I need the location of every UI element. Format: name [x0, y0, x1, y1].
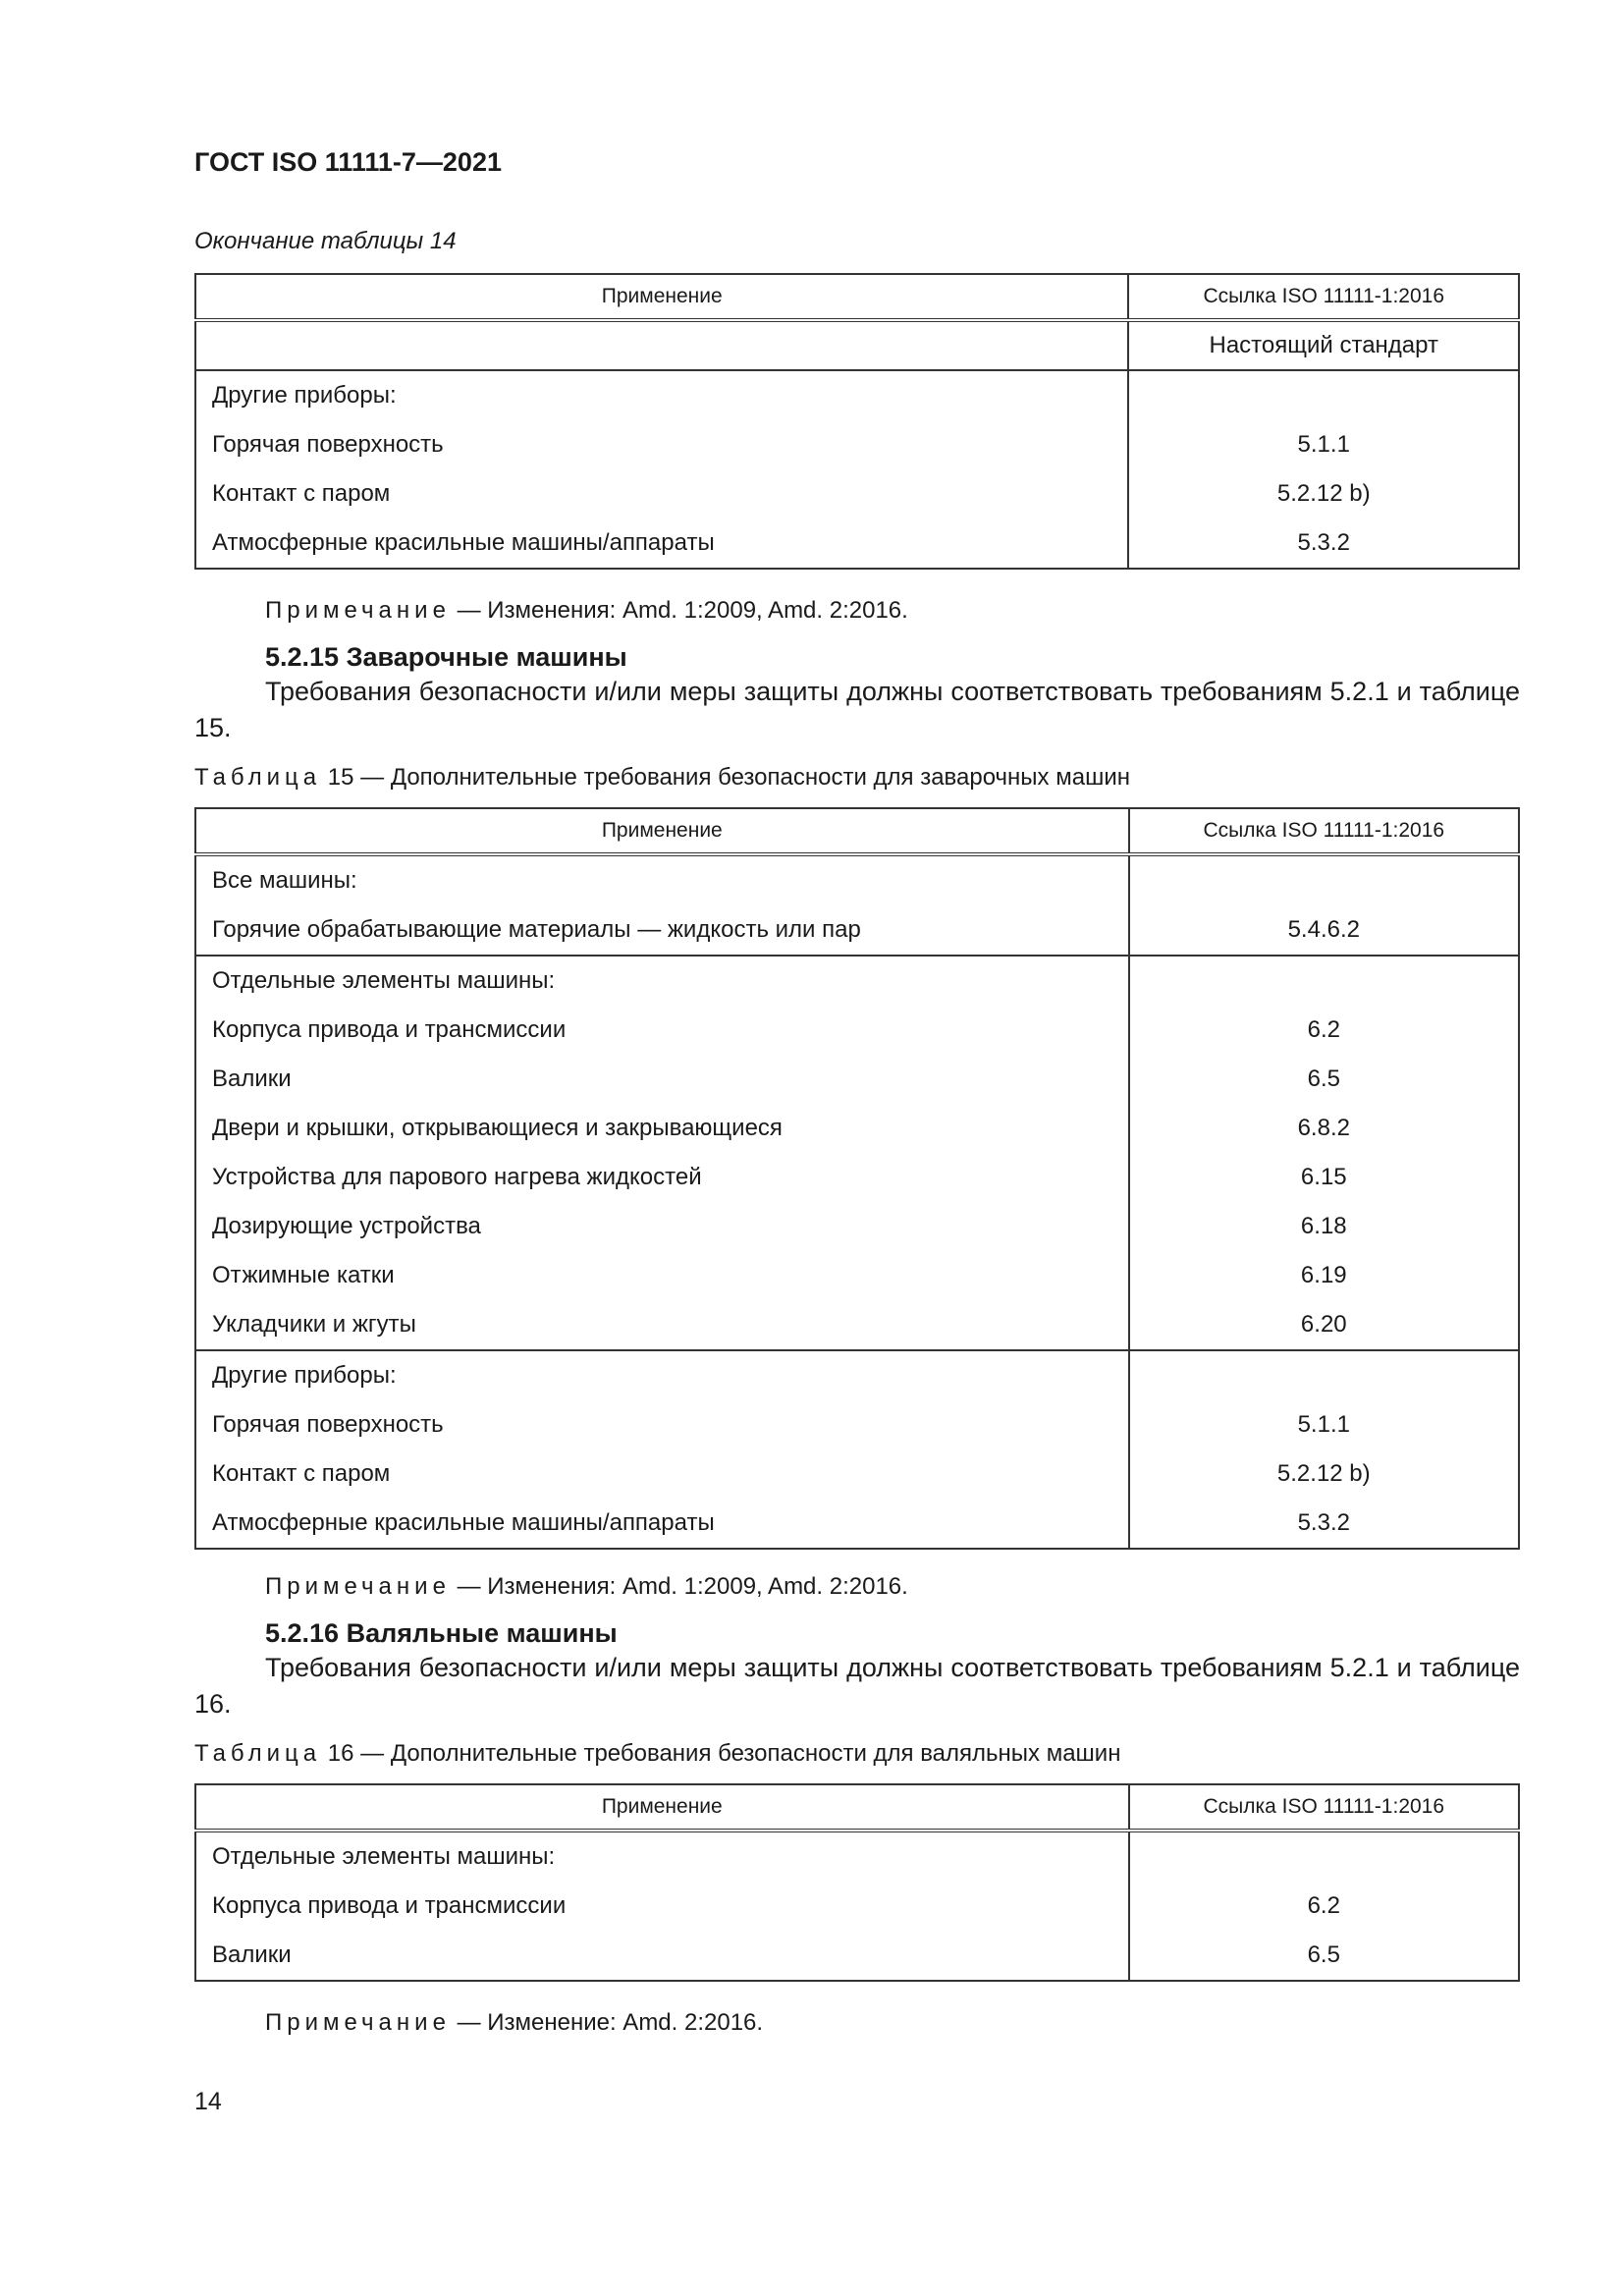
row-reference: 5.4.6.2: [1129, 905, 1519, 956]
column-subheader-reference: Настоящий стандарт: [1128, 320, 1519, 370]
note-text: — Изменения: Amd. 1:2009, Amd. 2:2016.: [457, 1573, 908, 1600]
row-reference: [1129, 854, 1519, 905]
row-reference: [1129, 956, 1519, 1006]
table-note: [265, 1573, 908, 1601]
table-row: [195, 905, 1519, 956]
table-row: [195, 519, 1519, 569]
row-label: Контакт с паром: [195, 1449, 1129, 1499]
table-row: [195, 956, 1519, 1006]
table-14: [194, 273, 1520, 570]
row-reference: 6.18: [1129, 1202, 1519, 1251]
row-reference: 5.3.2: [1129, 1499, 1519, 1549]
row-label: Другие приборы:: [195, 370, 1128, 420]
section-paragraph: [194, 674, 1520, 746]
section-title: 5.2.16 Валяльные машины: [265, 1618, 618, 1648]
caption-label: Таблица: [194, 764, 322, 791]
table-row: [195, 1300, 1519, 1350]
row-label: Устройства для парового нагрева жидкостей: [195, 1153, 1129, 1202]
row-label: Отдельные элементы машины:: [195, 1831, 1129, 1882]
row-label: Двери и крышки, открывающиеся и закрывающиеся: [195, 1104, 1129, 1153]
row-reference: [1128, 370, 1519, 420]
row-reference: 5.1.1: [1129, 1400, 1519, 1449]
row-label: Атмосферные красильные машины/аппараты: [195, 519, 1128, 569]
row-label: Горячая поверхность: [195, 420, 1128, 469]
column-header-reference: Ссылка ISO 11111-1:2016: [1129, 808, 1519, 854]
row-reference: 6.20: [1129, 1300, 1519, 1350]
row-reference: 5.2.12 b): [1129, 1449, 1519, 1499]
row-reference: 5.1.1: [1128, 420, 1519, 469]
table-caption: [194, 764, 1130, 792]
table-caption: [194, 1740, 1120, 1768]
row-label: Отжимные катки: [195, 1251, 1129, 1300]
paragraph-text: Требования безопасности и/или меры защиты должны соответствовать требованиям 5.2.1 и таблице 16.: [194, 1653, 1520, 1719]
column-header-reference: Ссылка ISO 11111-1:2016: [1129, 1784, 1519, 1831]
row-label: Дозирующие устройства: [195, 1202, 1129, 1251]
page-number: 14: [194, 2088, 222, 2115]
table-row: [195, 469, 1519, 519]
table-row: [195, 370, 1519, 420]
table-row: [195, 1882, 1519, 1931]
table-continuation-label: Окончание таблицы 14: [194, 228, 457, 254]
table-row: [195, 1400, 1519, 1449]
row-reference: 5.2.12 b): [1128, 469, 1519, 519]
table-row: [195, 1202, 1519, 1251]
row-label: Горячие обрабатывающие материалы — жидкость или пар: [195, 905, 1129, 956]
table-16: [194, 1783, 1520, 1982]
row-reference: 6.2: [1129, 1006, 1519, 1055]
row-label: Валики: [195, 1931, 1129, 1981]
caption-text: 16 — Дополнительные требования безопасности для валяльных машин: [327, 1740, 1121, 1767]
table-row: [195, 1931, 1519, 1981]
table-row: [195, 854, 1519, 905]
row-reference: 6.15: [1129, 1153, 1519, 1202]
row-reference: 6.8.2: [1129, 1104, 1519, 1153]
document-header: ГОСТ ISO 11111-7—2021: [194, 147, 502, 177]
row-reference: 6.19: [1129, 1251, 1519, 1300]
column-header-reference: Ссылка ISO 11111-1:2016: [1128, 274, 1519, 320]
row-label: Атмосферные красильные машины/аппараты: [195, 1499, 1129, 1549]
column-header-application: Применение: [195, 1784, 1129, 1831]
row-label: Укладчики и жгуты: [195, 1300, 1129, 1350]
note-label: Примечание: [265, 1573, 451, 1600]
caption-label: Таблица: [194, 1740, 322, 1767]
table-row: [195, 1153, 1519, 1202]
paragraph-text: Требования безопасности и/или меры защиты должны соответствовать требованиям 5.2.1 и таблице 15.: [194, 677, 1520, 742]
empty-cell: [195, 320, 1128, 370]
table-row: [195, 420, 1519, 469]
row-reference: 5.3.2: [1128, 519, 1519, 569]
caption-text: 15 — Дополнительные требования безопасности для заварочных машин: [327, 764, 1130, 791]
section-paragraph: [194, 1650, 1520, 1722]
note-text: — Изменение: Amd. 2:2016.: [457, 2009, 764, 2036]
row-label: Корпуса привода и трансмиссии: [195, 1882, 1129, 1931]
table-row: [195, 1055, 1519, 1104]
row-reference: [1129, 1831, 1519, 1882]
row-label: Все машины:: [195, 854, 1129, 905]
row-label: Другие приборы:: [195, 1350, 1129, 1400]
table-15: [194, 807, 1520, 1550]
column-header-application: Применение: [195, 274, 1128, 320]
table-row: [195, 1499, 1519, 1549]
table-row: [195, 1006, 1519, 1055]
section-title: 5.2.15 Заварочные машины: [265, 642, 627, 672]
table-row: [195, 1350, 1519, 1400]
table-note: [265, 597, 908, 625]
note-label: Примечание: [265, 2009, 451, 2036]
row-reference: 6.5: [1129, 1055, 1519, 1104]
table-row: [195, 1251, 1519, 1300]
row-reference: 6.5: [1129, 1931, 1519, 1981]
table-row: [195, 1831, 1519, 1882]
row-label: Валики: [195, 1055, 1129, 1104]
row-label: Контакт с паром: [195, 469, 1128, 519]
row-reference: [1129, 1350, 1519, 1400]
table-row: [195, 1104, 1519, 1153]
column-header-application: Применение: [195, 808, 1129, 854]
row-reference: 6.2: [1129, 1882, 1519, 1931]
note-label: Примечание: [265, 597, 451, 624]
note-text: — Изменения: Amd. 1:2009, Amd. 2:2016.: [457, 597, 908, 624]
row-label: Горячая поверхность: [195, 1400, 1129, 1449]
row-label: Отдельные элементы машины:: [195, 956, 1129, 1006]
table-row: [195, 1449, 1519, 1499]
table-note: [265, 2009, 763, 2037]
row-label: Корпуса привода и трансмиссии: [195, 1006, 1129, 1055]
